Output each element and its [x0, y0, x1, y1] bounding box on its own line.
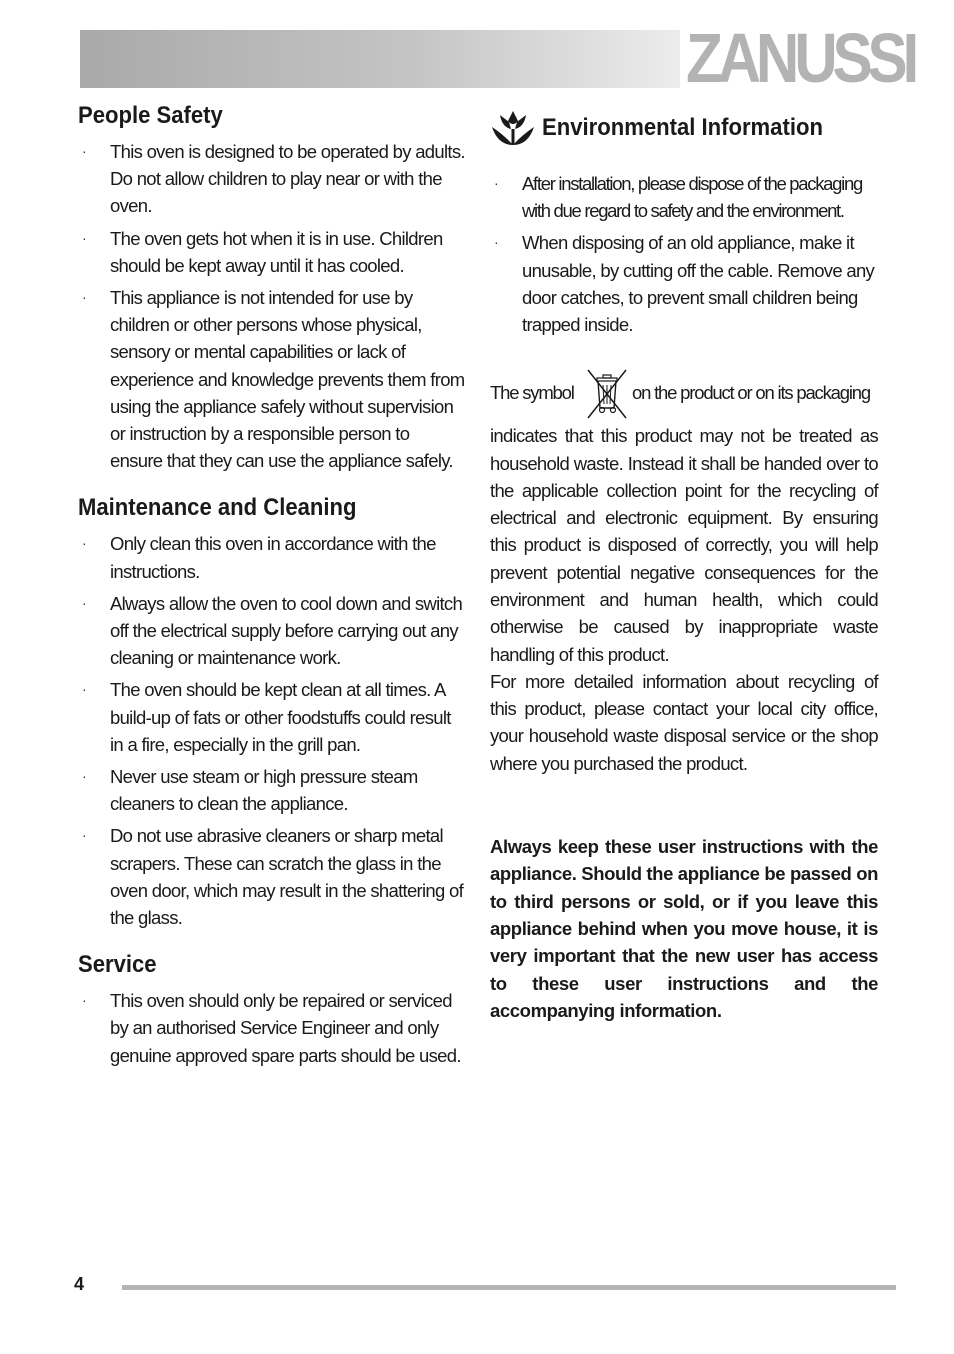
bullet-icon: ·: [82, 289, 86, 306]
bullet-list: [78, 138, 466, 474]
list-item: · This oven is designed to be operated by adults. Do not allow children to play near or with the oven.: [78, 138, 466, 220]
section-maintenance-cleaning: [78, 492, 466, 931]
bullet-icon: ·: [82, 827, 86, 844]
bullet-list: [78, 987, 466, 1069]
bullet-icon: ·: [82, 535, 86, 552]
list-item: · When disposing of an old appliance, make it unusable, by cutting off the cable. Remove any door catches, to prevent small children being trapped inside.: [490, 229, 878, 338]
left-column: [78, 100, 466, 1087]
bullet-icon: ·: [494, 234, 498, 251]
symbol-text-left: The symbol: [490, 382, 574, 404]
brand-logo: ZANUSSI: [686, 19, 915, 97]
list-item: · Only clean this oven in accordance with the instructions.: [78, 530, 466, 584]
section-title: Service: [78, 951, 157, 979]
section-title: Maintenance and Cleaning: [78, 494, 357, 522]
list-item: · After installation, please dispose of the packaging with due regard to safety and the environment.: [490, 170, 878, 224]
environment-flower-icon: [490, 105, 536, 151]
recycling-paragraph: indicates that this product may not be treated as household waste. Instead it shall be handed over to the applicable collection point for the recycling of electrical and electronic equipment. By ensuring this product is disposed of correctly, you will help prevent potential negative consequences for the environment and human health, which could otherwise be caused by inappropriate waste handling of this product.: [490, 425, 878, 665]
environmental-heading: [490, 104, 878, 152]
bullet-icon: ·: [82, 229, 86, 246]
bullet-icon: ·: [82, 594, 86, 611]
bullet-icon: ·: [82, 768, 86, 785]
list-item: · This appliance is not intended for use by children or other persons whose physical, sensory or mental capabilities or lack of experience and knowledge prevents them from using the appliance safely without supervision or instruction by a responsible person to ensure that they can use the appliance safely.: [78, 284, 466, 474]
bullet-icon: ·: [82, 681, 86, 698]
weee-symbol-line: [490, 366, 878, 422]
keep-instructions-note: Always keep these user instructions with the appliance. Should the appliance be passed on to third persons or sold, or if you leave this appliance behind when you move house, it is very important that the new user has access to these user instructions and the accompanying information.: [490, 836, 878, 1021]
bullet-icon: ·: [82, 992, 86, 1009]
list-item: · The oven gets hot when it is in use. Children should be kept away until it has cooled.: [78, 225, 466, 279]
list-item: · This oven should only be repaired or serviced by an authorised Service Engineer and only genuine approved spare parts should be used.: [78, 987, 466, 1069]
list-item: · The oven should be kept clean at all times. A build-up of fats or other foodstuffs could result in a fire, especially in the grill pan.: [78, 676, 466, 758]
bullet-icon: ·: [494, 175, 498, 191]
bullet-list: [78, 530, 466, 931]
right-column: [490, 104, 878, 1024]
symbol-text-right: on the product or on its packaging: [632, 382, 870, 404]
env-title: Environmental Information: [542, 114, 823, 141]
page-number: 4: [74, 1274, 85, 1294]
header-bar: [80, 30, 680, 88]
list-item: · Never use steam or high pressure steam cleaners to clean the appliance.: [78, 763, 466, 817]
crossed-bin-icon: [582, 366, 632, 422]
list-item: · Always allow the oven to cool down and switch off the electrical supply before carrying out any cleaning or maintenance work.: [78, 590, 466, 672]
more-info-paragraph: For more detailed information about recycling of this product, please contact your local city office, your household waste disposal service or the shop where you purchased the product.: [490, 670, 878, 774]
footer-rule: [122, 1285, 896, 1290]
bullet-icon: ·: [82, 143, 86, 159]
env-bullet-list: [490, 170, 878, 338]
list-item: · Do not use abrasive cleaners or sharp metal scrapers. These can scratch the glass in the oven door, which may result in the shattering of the glass.: [78, 822, 466, 931]
section-people-safety: [78, 100, 466, 474]
section-title: People Safety: [78, 102, 223, 129]
section-service: [78, 949, 466, 1069]
